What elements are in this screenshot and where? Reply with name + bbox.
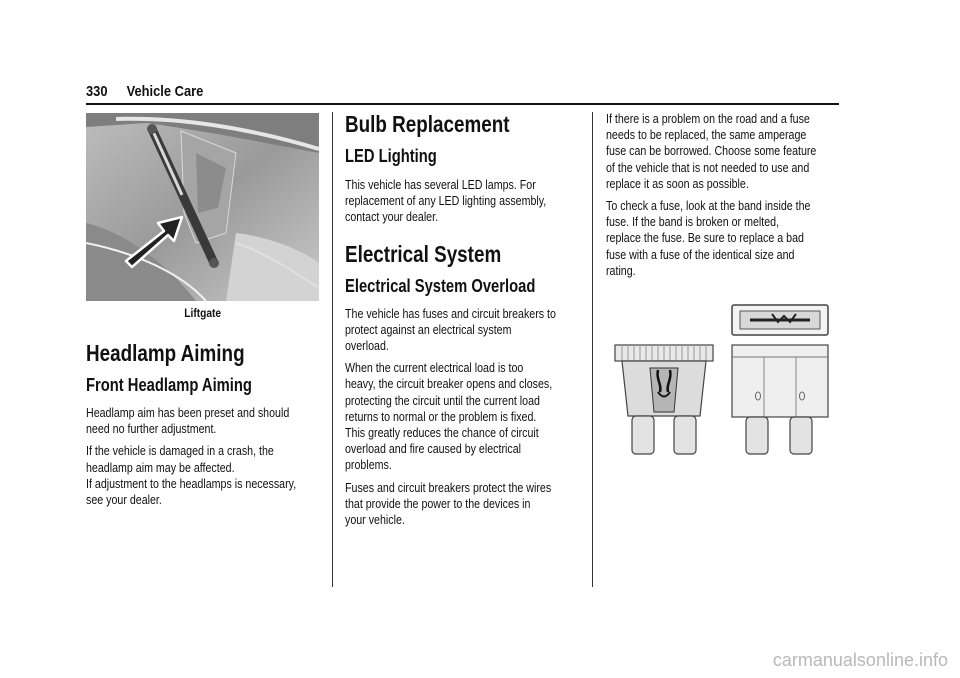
liftgate-illustration (86, 113, 319, 301)
paragraph: This vehicle has several LED lamps. For replacement of any LED lighting assembly, contact your dealer. (345, 177, 547, 225)
heading-electrical-system: Electrical System (345, 240, 502, 267)
paragraph: The vehicle has fuses and circuit breakers to protect against an electrical system overload. (345, 305, 556, 354)
figure-caption-text: Liftgate (184, 306, 221, 320)
heading-front-headlamp-aiming: Front Headlamp Aiming (86, 375, 252, 395)
column-divider (592, 112, 593, 587)
paragraph: Fuses and circuit breakers protect the wires that provide the power to the devices in your vehicle. (345, 479, 552, 528)
column-2 (345, 111, 602, 528)
heading-bulb-replacement: Bulb Replacement (345, 111, 510, 137)
paragraph: If there is a problem on the road and a fuse needs to be replaced, the same amperage fuse can be borrowed. Choose some feature of the vehicle that is not needed to use and replace it as soon as possible. (606, 111, 817, 191)
heading-electrical-system-overload: Electrical System Overload (345, 275, 536, 296)
header-rule (86, 103, 839, 105)
heading-led-lighting: LED Lighting (345, 146, 437, 166)
figure-caption (86, 306, 319, 320)
column-3 (606, 111, 863, 279)
paragraph: When the current electrical load is too heavy, the circuit breaker opens and closes, protecting the circuit until the current load returns to normal or the problem is fixed. This greatly reduces the chance of circuit overload and fire caused by electrical problems. (345, 360, 553, 473)
column-divider (332, 112, 333, 587)
section-title: Vehicle Care (126, 83, 204, 100)
column-1 (86, 340, 342, 508)
paragraph: To check a fuse, look at the band inside the fuse. If the band is broken or melted, replace the fuse. Be sure to replace a bad fuse with a fuse of the identical size and rating. (606, 198, 811, 278)
paragraph: If the vehicle is damaged in a crash, the headlamp aim may be affected. If adjustment to the headlamps is necessary, see your dealer. (86, 443, 297, 508)
page-header (86, 83, 203, 100)
heading-headlamp-aiming: Headlamp Aiming (86, 340, 245, 366)
page-number: 330 (86, 83, 108, 100)
paragraph: Headlamp aim has been preset and should need no further adjustment. (86, 405, 290, 437)
fuse-illustration (610, 300, 835, 460)
watermark: carmanualsonline.info (772, 650, 948, 670)
